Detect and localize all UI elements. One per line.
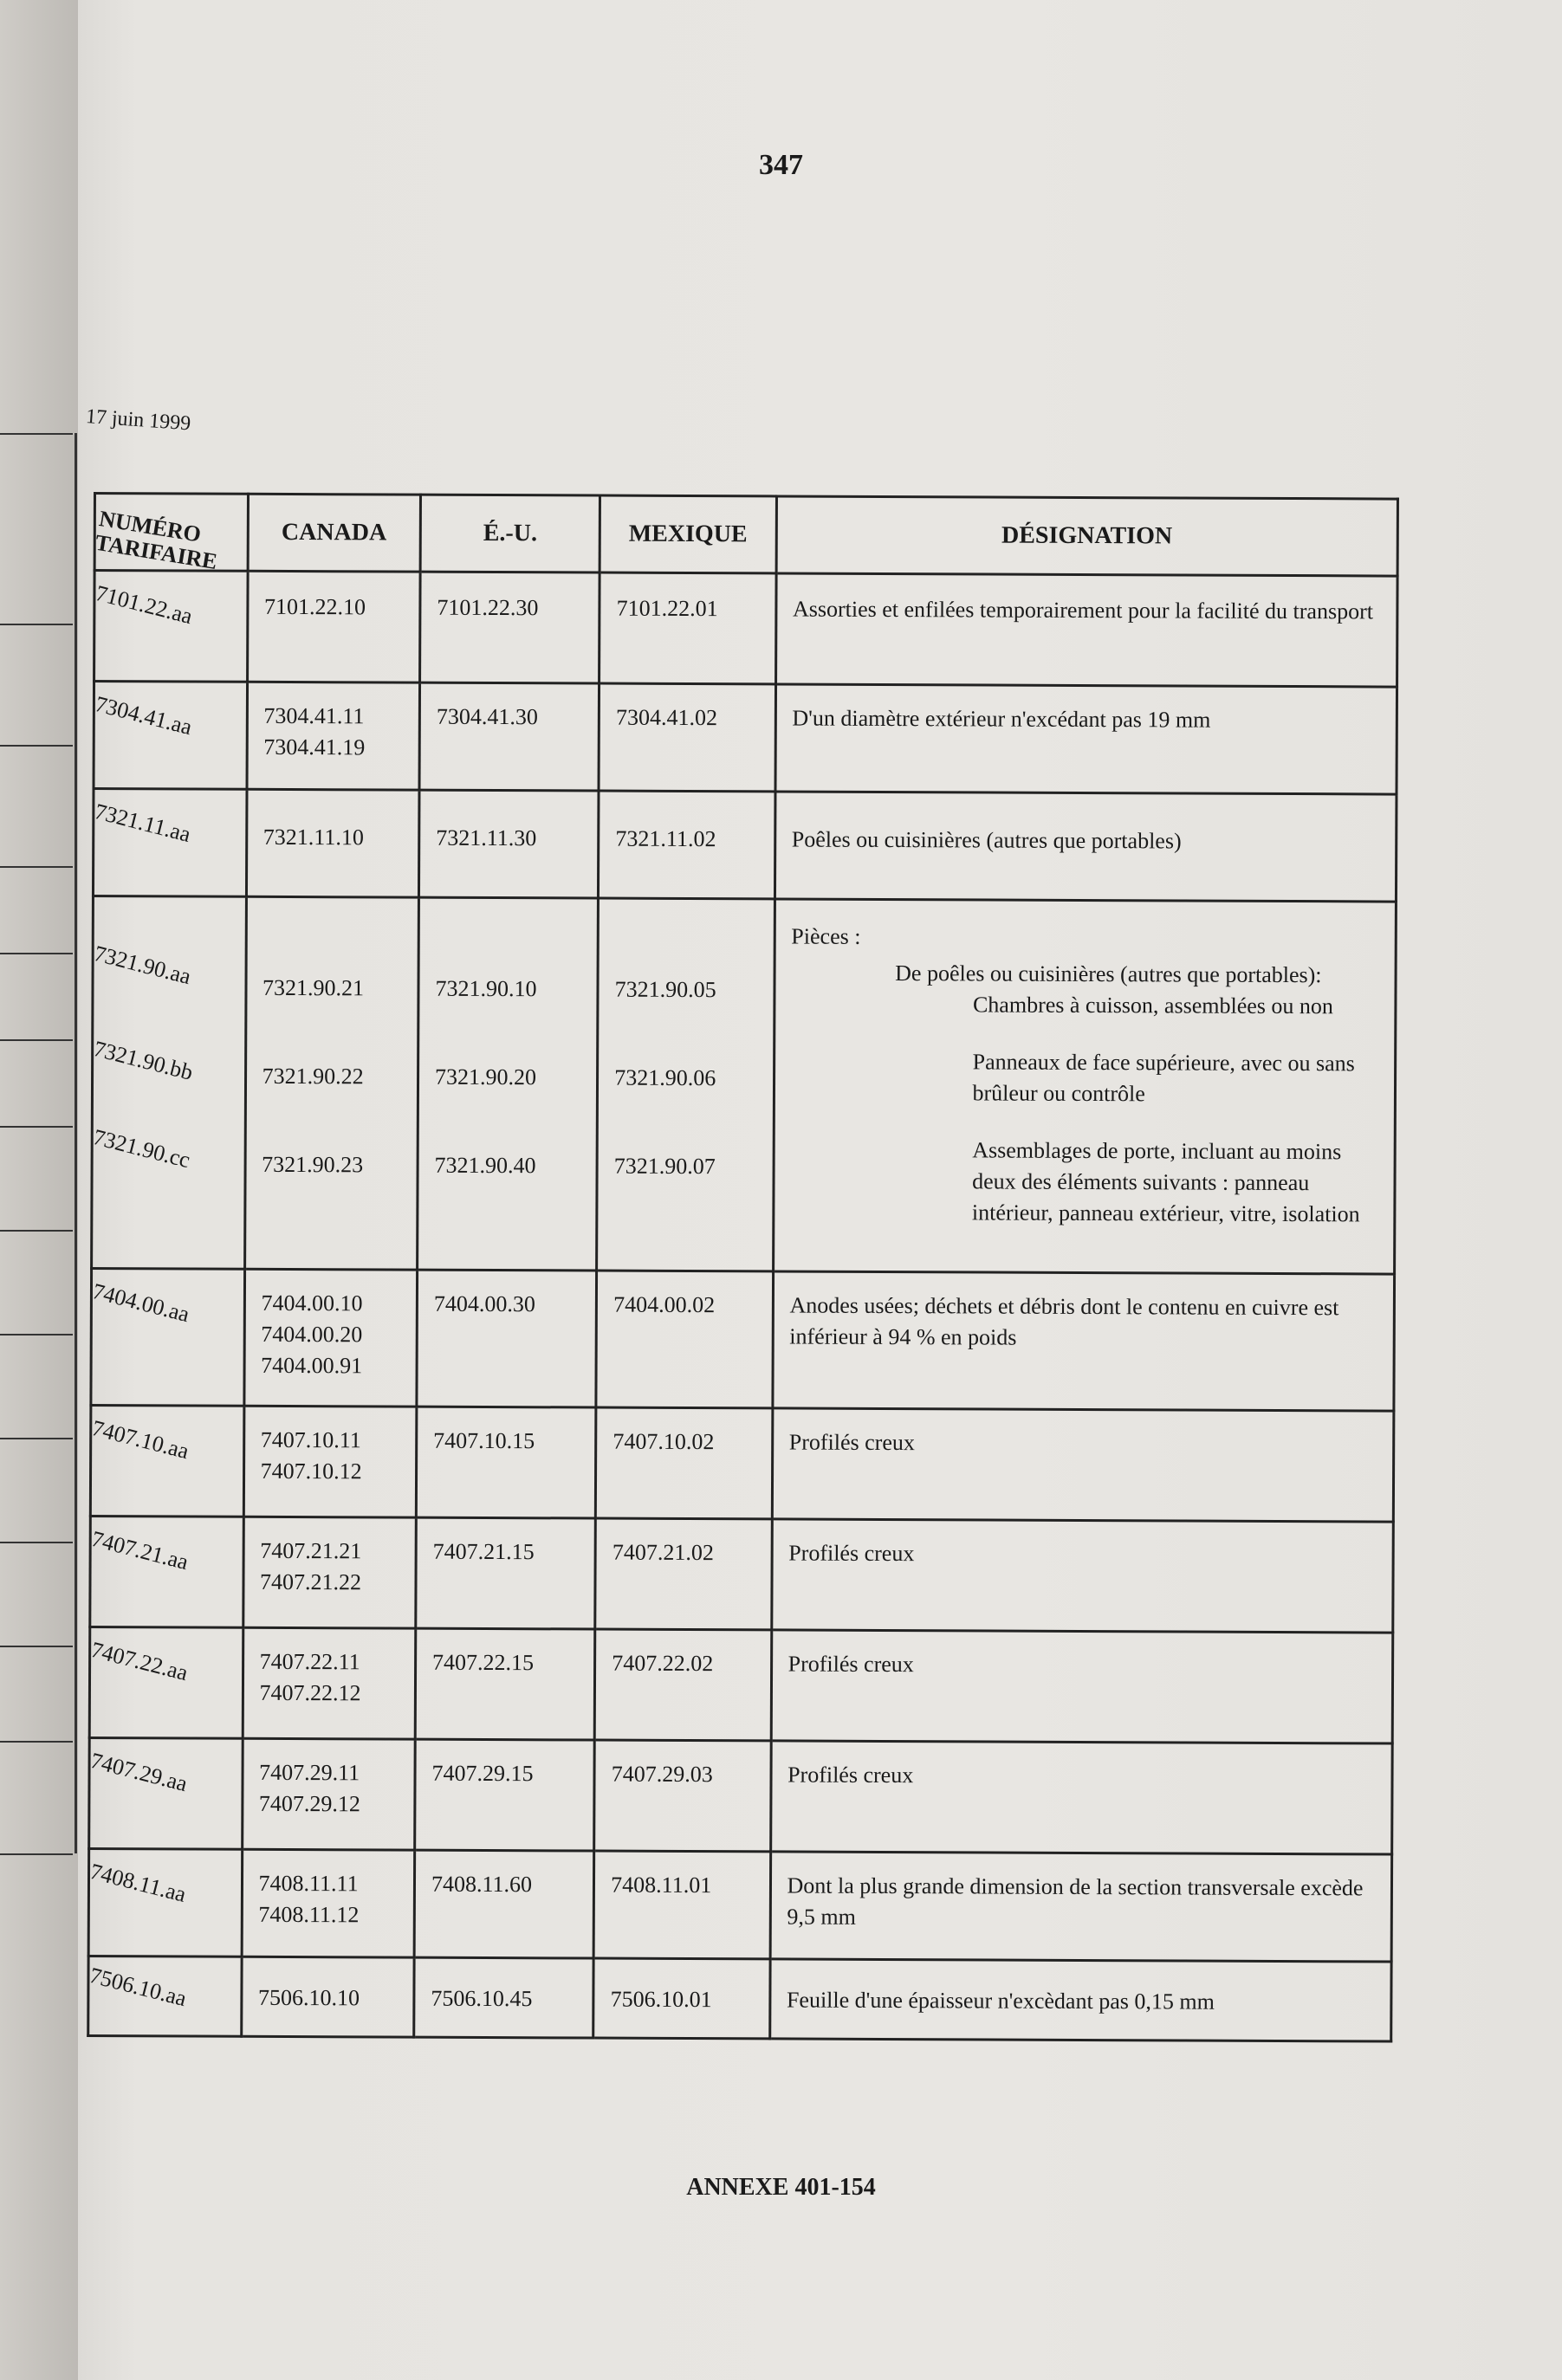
tariff-code: 7407.21.aa — [88, 1526, 191, 1575]
table-row — [90, 1516, 1394, 1633]
us-cell — [414, 1850, 594, 1958]
us-cell — [417, 1270, 597, 1407]
facing-page-rule — [0, 1126, 73, 1128]
facing-page-rule — [0, 1646, 73, 1647]
designation-text: Anodes usées; déchets et débris dont le contenu en cuivre est inférieur à 94 % en poids — [789, 1292, 1339, 1350]
canada-cell — [243, 1406, 417, 1517]
us-cell — [416, 1407, 596, 1518]
mexico-cell — [600, 572, 776, 684]
us-cell — [420, 572, 600, 683]
designation-text: Assemblages de porte, incluant au moins deux des éléments suivants : panneau intérieur, panneau extérieur, vitre, isolation — [971, 1137, 1360, 1227]
table-row — [93, 789, 1397, 902]
tariff-cell — [89, 1627, 243, 1738]
designation-cell — [771, 1519, 1393, 1633]
mexico-code: 7506.10.01 — [610, 1986, 712, 2013]
us-code: 7408.11.60 — [431, 1871, 533, 1898]
mexico-code: 7407.21.02 — [612, 1539, 714, 1566]
facing-page-rule — [0, 953, 73, 954]
annex-footer: ANNEXE 401-154 — [686, 2174, 876, 2201]
canada-code: 7404.00.91 — [261, 1352, 363, 1379]
mexico-cell — [599, 683, 775, 792]
mexico-code: 7321.90.06 — [614, 1064, 716, 1091]
facing-page-rule — [0, 1741, 73, 1743]
canada-code: 7404.00.20 — [261, 1321, 363, 1348]
designation-cell — [770, 1852, 1392, 1962]
us-code: 7304.41.30 — [436, 703, 538, 730]
canada-code: 7321.11.10 — [262, 824, 364, 850]
designation-text: Profilés creux — [787, 1651, 914, 1678]
mexico-cell — [594, 1629, 771, 1741]
designation-cell — [775, 684, 1397, 794]
designation-text: Feuille d'une épaisseur n'excèdant pas 0,15 mm — [786, 1987, 1215, 2015]
mexico-code: 7407.22.02 — [612, 1650, 714, 1677]
facing-page-rule — [0, 624, 73, 625]
us-cell — [418, 790, 599, 898]
facing-page-rule — [0, 1230, 73, 1232]
header-tariff — [93, 494, 248, 575]
mexico-code: 7321.90.05 — [614, 976, 716, 1003]
us-code: 7407.29.15 — [431, 1760, 534, 1787]
us-cell — [419, 682, 600, 791]
facing-page-rule — [0, 866, 73, 868]
mexico-cell — [596, 1271, 773, 1408]
canada-cell — [242, 1849, 415, 1957]
table-row — [91, 1268, 1395, 1411]
us-cell — [418, 897, 599, 1271]
canada-cell — [247, 682, 420, 790]
tariff-cell — [90, 1405, 243, 1517]
canada-cell — [243, 1269, 417, 1407]
canada-code: 7407.29.12 — [258, 1790, 361, 1817]
canada-code: 7321.90.23 — [262, 1151, 364, 1178]
canada-code: 7407.21.22 — [260, 1568, 362, 1595]
mexico-code: 7321.11.02 — [615, 825, 716, 852]
tariff-code: 7407.29.aa — [87, 1748, 191, 1797]
header-designation: DÉSIGNATION — [776, 496, 1398, 576]
designation-text: D'un diamètre extérieur n'excédant pas 19 mm — [792, 705, 1211, 733]
canada-code: 7101.22.10 — [263, 593, 366, 620]
designation-cell — [771, 1630, 1393, 1743]
mexico-cell — [599, 791, 775, 899]
group-heading: Pièces : — [791, 923, 861, 949]
table-row — [88, 1848, 1392, 1962]
us-code: 7321.90.40 — [434, 1152, 536, 1179]
tariff-code: 7407.10.aa — [89, 1415, 191, 1465]
tariff-code: 7404.00.aa — [89, 1278, 192, 1328]
table-row — [88, 1956, 1391, 2041]
header-tariff-label: NUMÉRO TARIFAIRE — [93, 506, 219, 575]
designation-cell — [770, 1741, 1392, 1854]
mexico-code: 7408.11.01 — [611, 1872, 712, 1898]
canada-code: 7506.10.10 — [257, 1984, 360, 2011]
facing-page-rule — [0, 745, 73, 747]
canada-code: 7407.22.12 — [259, 1679, 361, 1706]
mexico-code: 7304.41.02 — [616, 704, 718, 731]
tariff-code: 7304.41.aa — [92, 691, 195, 741]
designation-text: Profilés creux — [787, 1762, 914, 1788]
facing-page-rule — [0, 433, 73, 435]
tariff-cell — [94, 571, 248, 682]
designation-cell — [775, 792, 1397, 902]
date-line: 17 juin 1999 — [85, 405, 192, 436]
designation-cell — [769, 1959, 1391, 2041]
tariff-cell — [88, 1848, 242, 1956]
header-row — [94, 494, 1397, 577]
us-code: 7407.21.15 — [432, 1538, 535, 1565]
facing-page-rule — [0, 1853, 73, 1855]
us-cell — [415, 1739, 595, 1851]
us-code: 7321.90.20 — [434, 1064, 537, 1090]
header-canada: CANADA — [248, 494, 421, 572]
facing-page-rule — [0, 1039, 73, 1041]
designation-cell — [772, 1271, 1394, 1411]
us-code: 7101.22.30 — [437, 594, 539, 621]
mexico-cell — [595, 1518, 772, 1630]
group-subheading: De poêles ou cuisinières (autres que portables): — [895, 960, 1322, 988]
facing-page-frame — [0, 433, 77, 1853]
us-cell — [416, 1517, 596, 1629]
mexico-cell — [594, 1740, 771, 1852]
designation-text: Chambres à cuisson, assemblées ou non — [972, 992, 1334, 1019]
mexico-cell — [597, 898, 775, 1271]
canada-cell — [242, 1738, 415, 1850]
canada-cell — [244, 896, 418, 1270]
us-code: 7407.22.15 — [432, 1649, 535, 1676]
facing-page-rule — [0, 1542, 73, 1543]
designation-cell — [772, 1408, 1394, 1522]
tariff-code: 7407.22.aa — [88, 1637, 191, 1686]
us-code: 7404.00.30 — [433, 1290, 535, 1317]
designation-text: Poêles ou cuisinières (autres que portables) — [791, 826, 1182, 854]
canada-cell — [243, 1517, 416, 1628]
tariff-cell — [92, 896, 246, 1270]
designation-text: Dont la plus grande dimension de la section transversale excède 9,5 mm — [787, 1872, 1364, 1930]
table-row — [89, 1737, 1393, 1854]
tariff-code: 7321.90.cc — [90, 1124, 193, 1174]
tariff-cell — [89, 1737, 243, 1849]
us-code: 7321.11.30 — [436, 825, 537, 851]
canada-code: 7321.90.21 — [262, 974, 365, 1001]
designation-text: Assorties et enfilées temporairement pour la facilité du transport — [792, 596, 1374, 624]
tariff-code: 7101.22.aa — [93, 580, 196, 630]
tariff-table — [87, 492, 1399, 2043]
us-code: 7321.90.10 — [435, 975, 537, 1002]
canada-code: 7408.11.12 — [258, 1901, 360, 1928]
header-us: É.-U. — [420, 495, 600, 572]
table-row-group — [92, 896, 1397, 1275]
designation-cell — [773, 899, 1396, 1274]
canada-cell — [247, 571, 420, 682]
tariff-code: 7321.90.aa — [91, 941, 194, 990]
canada-cell — [241, 1956, 414, 2037]
page-number: 347 — [759, 149, 803, 181]
mexico-code: 7321.90.07 — [613, 1153, 716, 1180]
tariff-cell — [90, 1516, 243, 1627]
us-cell — [415, 1628, 595, 1740]
mexico-code: 7407.29.03 — [611, 1761, 713, 1788]
mexico-cell — [596, 1407, 773, 1519]
canada-code: 7407.21.21 — [260, 1537, 362, 1564]
facing-page-edge — [0, 0, 78, 2380]
us-code: 7407.10.15 — [433, 1427, 535, 1454]
mexico-code: 7404.00.02 — [613, 1291, 716, 1318]
tariff-cell — [91, 1268, 244, 1406]
canada-code: 7304.41.11 — [263, 702, 365, 729]
tariff-cell — [94, 682, 247, 790]
us-code: 7506.10.45 — [431, 1985, 533, 2012]
canada-code: 7404.00.10 — [261, 1290, 363, 1316]
table-row — [94, 682, 1397, 795]
canada-code: 7407.10.12 — [260, 1458, 362, 1484]
tariff-code: 7506.10.aa — [87, 1963, 190, 2012]
tariff-code: 7321.11.aa — [92, 799, 194, 847]
tariff-cell — [93, 789, 246, 897]
designation-text: Panneaux de face supérieure, avec ou sans brûleur ou contrôle — [972, 1049, 1355, 1107]
tariff-code: 7321.90.bb — [91, 1036, 196, 1085]
tariff-code: 7408.11.aa — [87, 1859, 189, 1907]
canada-code: 7304.41.19 — [263, 734, 366, 760]
canada-cell — [243, 1627, 416, 1739]
canada-code: 7407.29.11 — [259, 1759, 360, 1786]
table-row — [94, 571, 1398, 688]
designation-text: Profilés creux — [788, 1429, 915, 1456]
canada-code: 7407.22.11 — [259, 1648, 360, 1675]
canada-cell — [246, 789, 419, 897]
mexico-cell — [593, 1958, 770, 2039]
facing-page-rule — [0, 1438, 73, 1439]
canada-code: 7408.11.11 — [258, 1870, 359, 1897]
header-mexico: MEXIQUE — [600, 495, 776, 573]
canada-code: 7321.90.22 — [262, 1063, 364, 1090]
tariff-cell — [88, 1956, 242, 2036]
table-row — [90, 1405, 1394, 1522]
table-row — [89, 1627, 1393, 1743]
designation-cell — [775, 573, 1397, 687]
designation-text: Profilés creux — [788, 1540, 915, 1567]
mexico-code: 7101.22.01 — [616, 595, 718, 622]
us-cell — [414, 1957, 594, 2038]
canada-code: 7407.10.11 — [260, 1426, 361, 1453]
mexico-code: 7407.10.02 — [612, 1428, 715, 1455]
mexico-cell — [593, 1851, 770, 1959]
facing-page-rule — [0, 1334, 73, 1336]
